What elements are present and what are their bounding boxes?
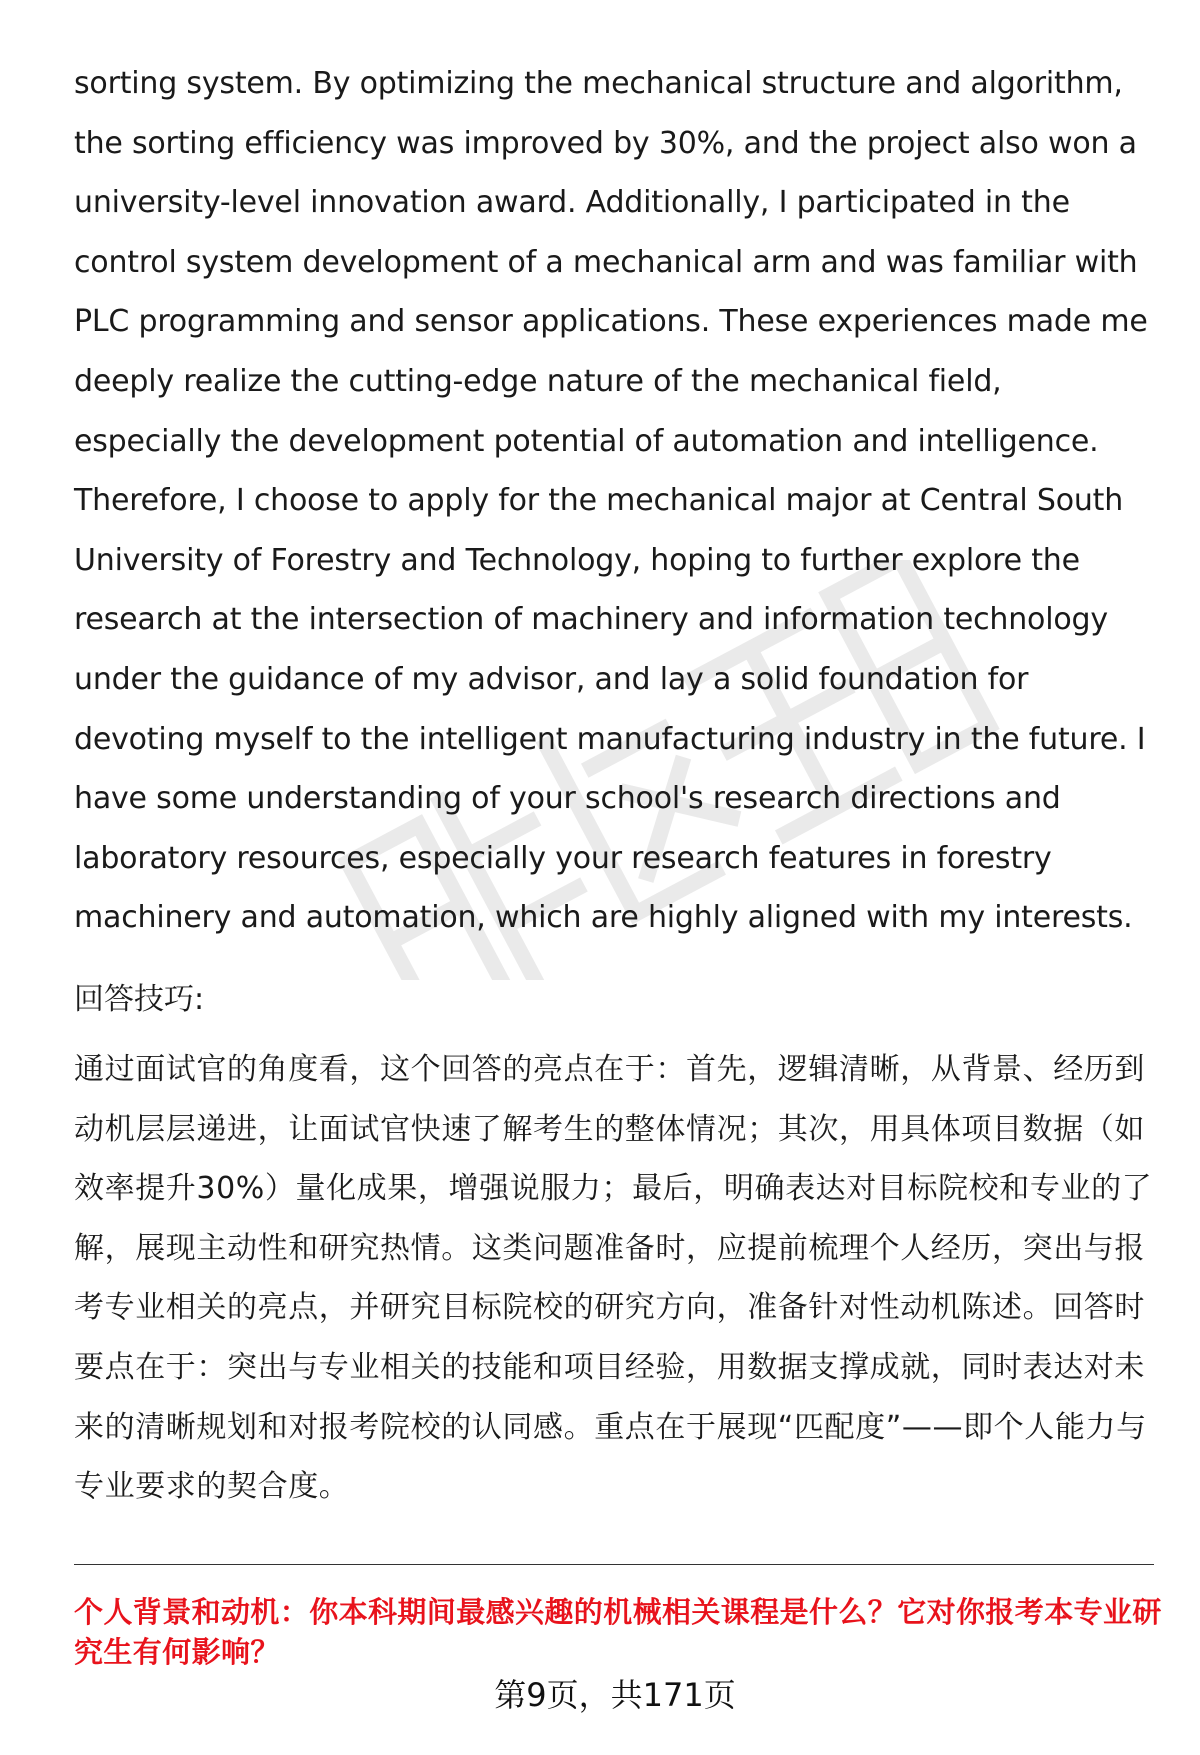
tips-paragraph: 通过面试官的角度看，这个回答的亮点在于：首先，逻辑清晰，从背景、经历到动机层层递进，让面试官快速了解考生的整体情况；其次，用具体项目数据（如效率提升30%）量化成果，增强说服力；最后，明确表达对目标院校和专业的了解，展现主动性和研究热情。这类问题准备时，应提前梳理个人经历，突出与报考专业相关的亮点，并研究目标院校的研究方向，准备针对性动机陈述。回答时要点在于：突出与专业相关的技能和项目经验，用数据支撑成就，同时表达对未来的清晰规划和对报考院校的认同感。重点在于展现“匹配度”——即个人能力与专业要求的契合度。	[74, 1052, 1153, 1505]
section-divider	[74, 1564, 1154, 1565]
page-number: 第9页，共171页	[494, 1676, 736, 1714]
next-question-heading: 个人背景和动机：你本科期间最感兴趣的机械相关课程是什么？它对你报考本专业研究生有何影响？	[74, 1595, 1162, 1669]
answer-paragraph: sorting system. By optimizing the mechanical structure and algorithm, the sorting efficiency was improved by 30%, and the project also won a university-level innovation award. Additionally, I participated in the control system development of a mechanical arm and was familiar with PLC programming and sensor applications. These experiences made me deeply realize the cutting-edge nature of the mechanical field, especially the development potential of automation and intelligence. Therefore, I choose to apply for the mechanical major at Central South University of Forestry and Technology, hoping to further explore the research at the intersection of machinery and information technology under the guidance of my advisor, and lay a solid foundation for devoting myself to the intelligent manufacturing industry in the future. I have some understanding of your school's research directions and laboratory resources, especially your research features in forestry machinery and automation, which are highly aligned with my interests.	[74, 66, 1148, 936]
tips-heading: 回答技巧:	[74, 982, 205, 1017]
